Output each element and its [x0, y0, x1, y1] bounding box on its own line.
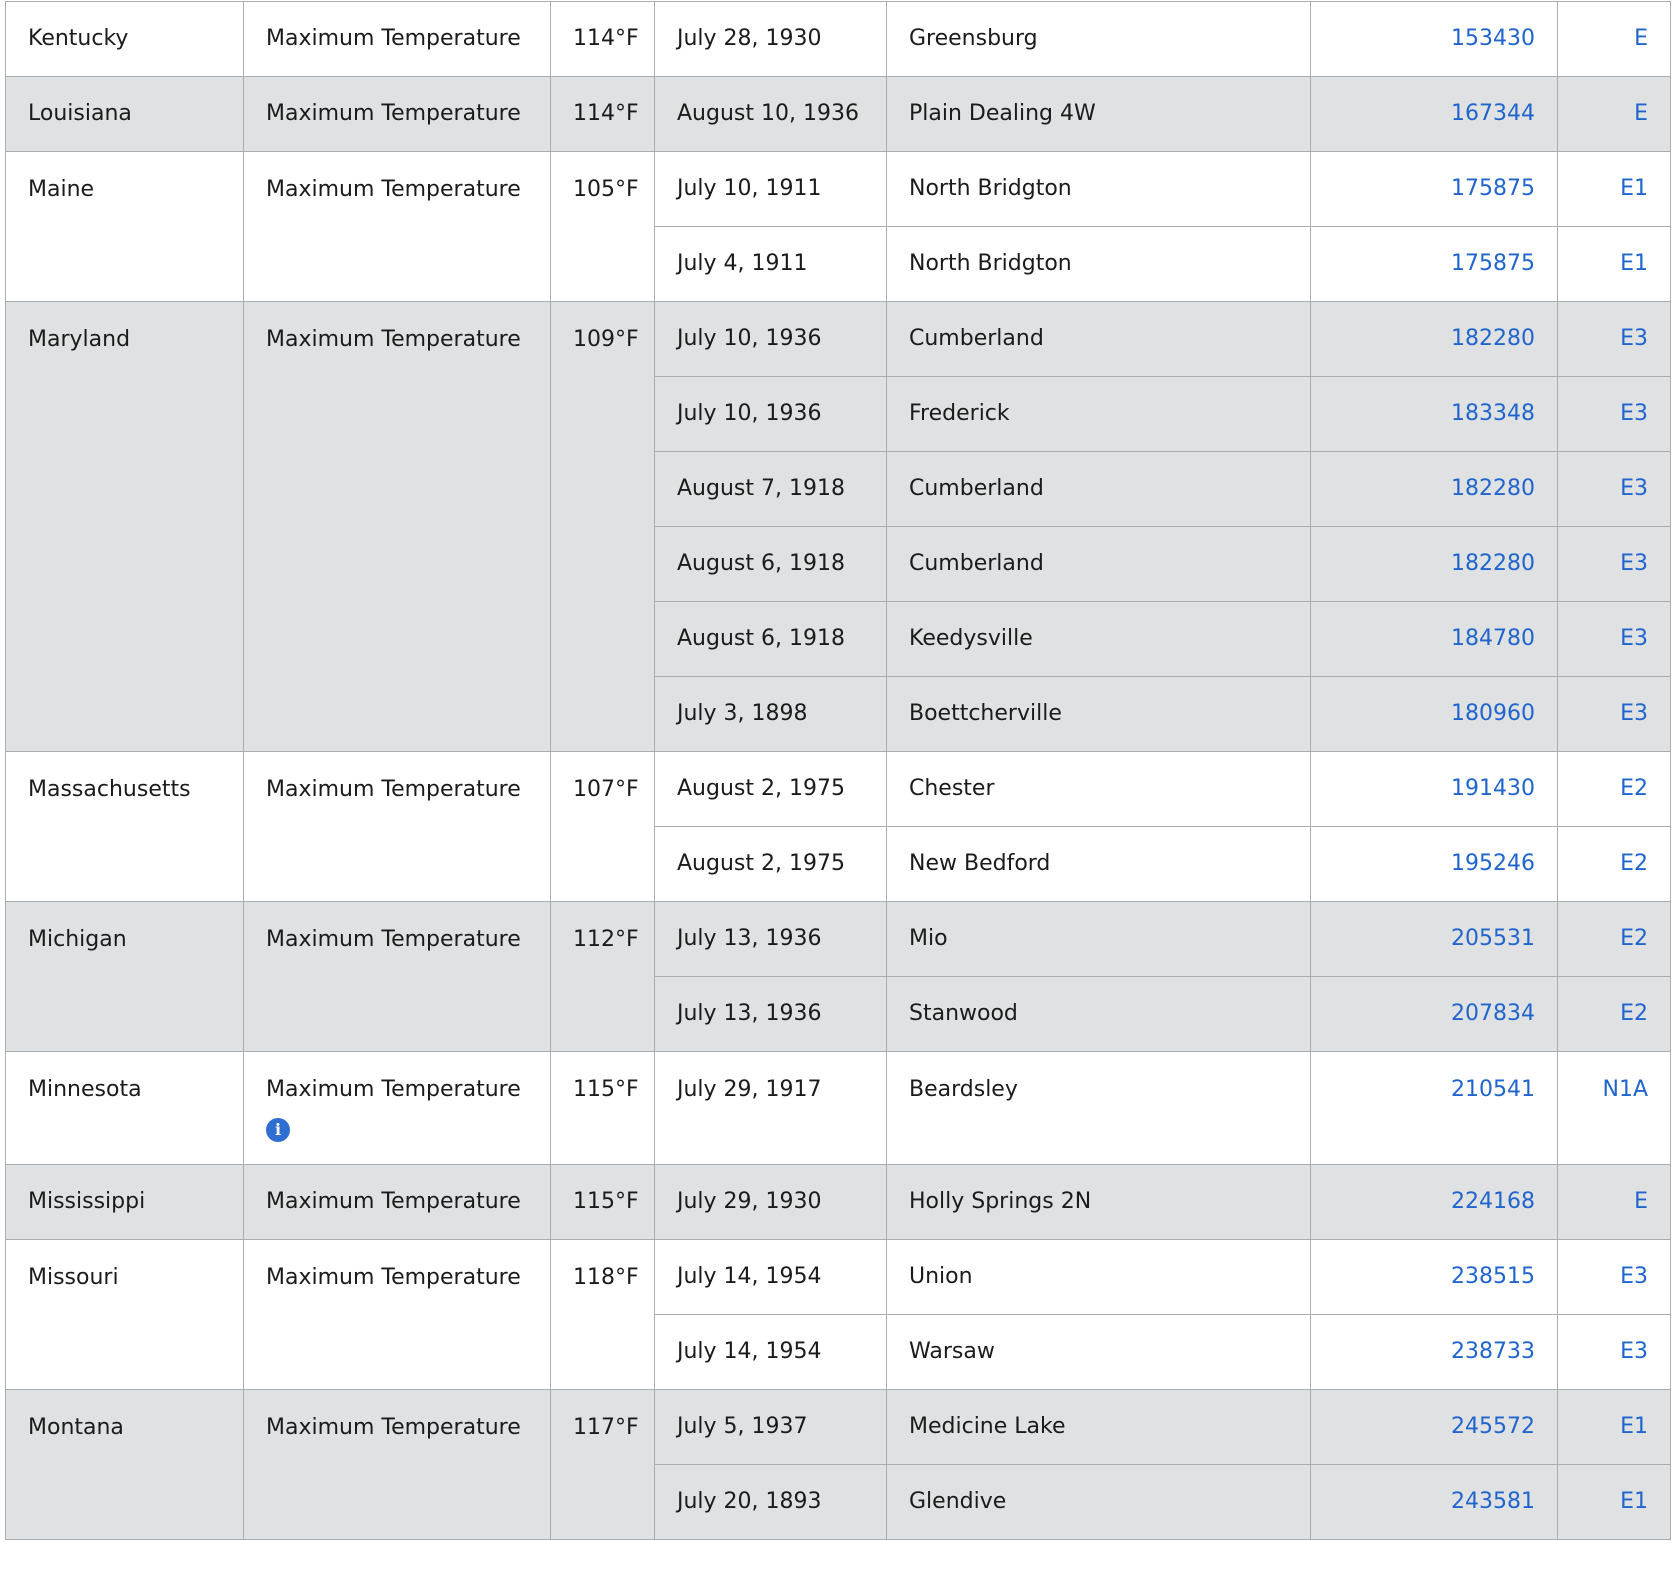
- status-cell: [1558, 1165, 1671, 1240]
- status-link[interactable]: E3: [1620, 326, 1648, 351]
- table-row: [6, 1165, 1671, 1240]
- element-label: Maximum Temperature: [266, 1415, 521, 1440]
- record-location: Medicine Lake: [887, 1390, 1311, 1465]
- coop-id-cell: [1311, 527, 1558, 602]
- coop-id-cell: [1311, 377, 1558, 452]
- element-cell: [244, 752, 551, 902]
- coop-id-link[interactable]: 207834: [1451, 1001, 1535, 1026]
- coop-id-cell: [1311, 152, 1558, 227]
- record-date: July 10, 1936: [655, 377, 887, 452]
- element-cell: [244, 302, 551, 752]
- coop-id-cell: [1311, 1465, 1558, 1540]
- status-link[interactable]: E1: [1620, 176, 1648, 201]
- records-table-body: [6, 2, 1671, 1540]
- status-link[interactable]: E: [1634, 26, 1648, 51]
- status-cell: [1558, 752, 1671, 827]
- record-date: July 13, 1936: [655, 977, 887, 1052]
- record-date: July 14, 1954: [655, 1240, 887, 1315]
- status-link[interactable]: E1: [1620, 1489, 1648, 1514]
- coop-id-cell: [1311, 902, 1558, 977]
- element-label: Maximum Temperature: [266, 1265, 521, 1290]
- record-location: Keedysville: [887, 602, 1311, 677]
- record-location: North Bridgton: [887, 227, 1311, 302]
- record-date: August 6, 1918: [655, 527, 887, 602]
- status-cell: [1558, 677, 1671, 752]
- record-location: Cumberland: [887, 452, 1311, 527]
- status-link[interactable]: E3: [1620, 551, 1648, 576]
- status-link[interactable]: N1A: [1602, 1077, 1648, 1102]
- table-row: [6, 77, 1671, 152]
- state-name: Maine: [6, 152, 244, 302]
- coop-id-link[interactable]: 195246: [1451, 851, 1535, 876]
- record-value: 114°F: [551, 77, 655, 152]
- record-location: Holly Springs 2N: [887, 1165, 1311, 1240]
- element-label: Maximum Temperature: [266, 1077, 521, 1102]
- coop-id-cell: [1311, 1165, 1558, 1240]
- element-cell: [244, 1165, 551, 1240]
- status-cell: [1558, 227, 1671, 302]
- status-link[interactable]: E3: [1620, 1339, 1648, 1364]
- coop-id-link[interactable]: 245572: [1451, 1414, 1535, 1439]
- coop-id-link[interactable]: 153430: [1451, 26, 1535, 51]
- table-row: [6, 1240, 1671, 1315]
- record-location: Greensburg: [887, 2, 1311, 77]
- record-value: 118°F: [551, 1240, 655, 1390]
- state-name: Michigan: [6, 902, 244, 1052]
- record-date: August 10, 1936: [655, 77, 887, 152]
- record-value: 114°F: [551, 2, 655, 77]
- state-records-table: [5, 1, 1671, 1540]
- status-cell: [1558, 152, 1671, 227]
- record-location: Boettcherville: [887, 677, 1311, 752]
- coop-id-cell: [1311, 1052, 1558, 1165]
- status-cell: [1558, 1315, 1671, 1390]
- record-date: July 29, 1930: [655, 1165, 887, 1240]
- status-link[interactable]: E: [1634, 101, 1648, 126]
- record-location: Beardsley: [887, 1052, 1311, 1165]
- coop-id-cell: [1311, 302, 1558, 377]
- coop-id-link[interactable]: 180960: [1451, 701, 1535, 726]
- record-date: July 4, 1911: [655, 227, 887, 302]
- coop-id-cell: [1311, 2, 1558, 77]
- coop-id-cell: [1311, 227, 1558, 302]
- record-location: North Bridgton: [887, 152, 1311, 227]
- status-cell: [1558, 302, 1671, 377]
- status-cell: [1558, 602, 1671, 677]
- status-cell: [1558, 2, 1671, 77]
- status-cell: [1558, 977, 1671, 1052]
- element-cell: [244, 152, 551, 302]
- status-cell: [1558, 1052, 1671, 1165]
- status-cell: [1558, 902, 1671, 977]
- record-location: Frederick: [887, 377, 1311, 452]
- coop-id-link[interactable]: 205531: [1451, 926, 1535, 951]
- state-name: Kentucky: [6, 2, 244, 77]
- record-value: 105°F: [551, 152, 655, 302]
- coop-id-cell: [1311, 752, 1558, 827]
- coop-id-cell: [1311, 1240, 1558, 1315]
- state-name: Louisiana: [6, 77, 244, 152]
- element-label: Maximum Temperature: [266, 26, 521, 51]
- record-location: Chester: [887, 752, 1311, 827]
- status-cell: [1558, 827, 1671, 902]
- record-date: July 29, 1917: [655, 1052, 887, 1165]
- record-location: Cumberland: [887, 527, 1311, 602]
- status-link[interactable]: E1: [1620, 251, 1648, 276]
- element-cell: [244, 2, 551, 77]
- record-date: August 2, 1975: [655, 752, 887, 827]
- status-link[interactable]: E2: [1620, 926, 1648, 951]
- record-date: August 7, 1918: [655, 452, 887, 527]
- element-cell: [244, 1052, 551, 1165]
- coop-id-link[interactable]: 238733: [1451, 1339, 1535, 1364]
- element-label: Maximum Temperature: [266, 327, 521, 352]
- element-cell: [244, 1390, 551, 1540]
- coop-id-cell: [1311, 602, 1558, 677]
- status-cell: [1558, 1390, 1671, 1465]
- state-name: Mississippi: [6, 1165, 244, 1240]
- table-row: [6, 1390, 1671, 1465]
- coop-id-cell: [1311, 827, 1558, 902]
- state-name: Maryland: [6, 302, 244, 752]
- record-date: July 10, 1936: [655, 302, 887, 377]
- record-location: New Bedford: [887, 827, 1311, 902]
- record-value: 112°F: [551, 902, 655, 1052]
- status-link[interactable]: E3: [1620, 401, 1648, 426]
- record-location: Mio: [887, 902, 1311, 977]
- element-label: Maximum Temperature: [266, 177, 521, 202]
- coop-id-link[interactable]: 167344: [1451, 101, 1535, 126]
- status-cell: [1558, 377, 1671, 452]
- element-cell: [244, 902, 551, 1052]
- status-cell: [1558, 1240, 1671, 1315]
- status-link[interactable]: E1: [1620, 1414, 1648, 1439]
- status-cell: [1558, 452, 1671, 527]
- coop-id-link[interactable]: 182280: [1451, 326, 1535, 351]
- coop-id-link[interactable]: 184780: [1451, 626, 1535, 651]
- status-cell: [1558, 1465, 1671, 1540]
- record-date: July 28, 1930: [655, 2, 887, 77]
- coop-id-link[interactable]: 243581: [1451, 1489, 1535, 1514]
- status-link[interactable]: E3: [1620, 701, 1648, 726]
- record-value: 109°F: [551, 302, 655, 752]
- coop-id-link[interactable]: 210541: [1451, 1077, 1535, 1102]
- coop-id-link[interactable]: 183348: [1451, 401, 1535, 426]
- status-cell: [1558, 77, 1671, 152]
- record-value: 115°F: [551, 1052, 655, 1165]
- coop-id-link[interactable]: 175875: [1451, 251, 1535, 276]
- record-location: Stanwood: [887, 977, 1311, 1052]
- status-link[interactable]: E3: [1620, 626, 1648, 651]
- coop-id-link[interactable]: 182280: [1451, 551, 1535, 576]
- record-date: July 3, 1898: [655, 677, 887, 752]
- table-row: [6, 152, 1671, 227]
- table-row: [6, 2, 1671, 77]
- table-row: [6, 1052, 1671, 1165]
- coop-id-link[interactable]: 182280: [1451, 476, 1535, 501]
- record-date: August 2, 1975: [655, 827, 887, 902]
- coop-id-cell: [1311, 1390, 1558, 1465]
- record-date: July 10, 1911: [655, 152, 887, 227]
- element-cell: [244, 1240, 551, 1390]
- status-link[interactable]: E2: [1620, 1001, 1648, 1026]
- status-link[interactable]: E3: [1620, 1264, 1648, 1289]
- record-location: Glendive: [887, 1465, 1311, 1540]
- coop-id-cell: [1311, 77, 1558, 152]
- coop-id-link[interactable]: 238515: [1451, 1264, 1535, 1289]
- record-date: July 14, 1954: [655, 1315, 887, 1390]
- record-value: 117°F: [551, 1390, 655, 1540]
- info-icon[interactable]: i: [266, 1118, 290, 1142]
- state-name: Missouri: [6, 1240, 244, 1390]
- table-row: [6, 752, 1671, 827]
- record-location: Plain Dealing 4W: [887, 77, 1311, 152]
- status-link[interactable]: E2: [1620, 851, 1648, 876]
- coop-id-cell: [1311, 452, 1558, 527]
- record-date: July 20, 1893: [655, 1465, 887, 1540]
- coop-id-link[interactable]: 224168: [1451, 1189, 1535, 1214]
- coop-id-cell: [1311, 1315, 1558, 1390]
- element-label: Maximum Temperature: [266, 1189, 521, 1214]
- state-name: Montana: [6, 1390, 244, 1540]
- element-label: Maximum Temperature: [266, 777, 521, 802]
- element-cell: [244, 77, 551, 152]
- coop-id-link[interactable]: 191430: [1451, 776, 1535, 801]
- state-name: Minnesota: [6, 1052, 244, 1165]
- record-date: July 5, 1937: [655, 1390, 887, 1465]
- coop-id-link[interactable]: 175875: [1451, 176, 1535, 201]
- record-value: 115°F: [551, 1165, 655, 1240]
- status-link[interactable]: E2: [1620, 776, 1648, 801]
- coop-id-cell: [1311, 677, 1558, 752]
- record-location: Union: [887, 1240, 1311, 1315]
- status-cell: [1558, 527, 1671, 602]
- element-label: Maximum Temperature: [266, 927, 521, 952]
- record-location: Warsaw: [887, 1315, 1311, 1390]
- record-date: August 6, 1918: [655, 602, 887, 677]
- status-link[interactable]: E: [1634, 1189, 1648, 1214]
- table-row: [6, 902, 1671, 977]
- state-name: Massachusetts: [6, 752, 244, 902]
- coop-id-cell: [1311, 977, 1558, 1052]
- record-location: Cumberland: [887, 302, 1311, 377]
- table-row: [6, 302, 1671, 377]
- element-label: Maximum Temperature: [266, 101, 521, 126]
- record-value: 107°F: [551, 752, 655, 902]
- record-date: July 13, 1936: [655, 902, 887, 977]
- status-link[interactable]: E3: [1620, 476, 1648, 501]
